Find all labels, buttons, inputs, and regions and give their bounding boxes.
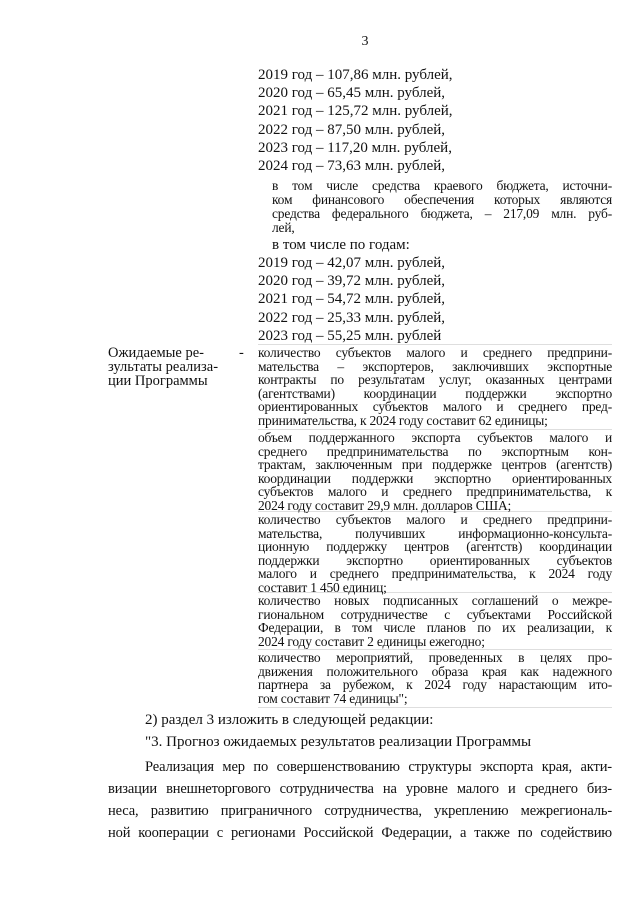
note-line: в том числе средства краевого бюджета, источни- xyxy=(272,178,612,193)
note-line: лей, xyxy=(272,220,295,235)
expected-result-item xyxy=(258,651,612,705)
item-line: (агентствами) координации поддержки экспортно xyxy=(258,385,612,401)
expected-results-label xyxy=(108,346,236,388)
body-paragraph xyxy=(108,756,612,844)
funding-year-line: 2019 год – 107,86 млн. рублей, xyxy=(258,67,453,83)
note-line: средства федерального бюджета, – 217,09 млн. руб- xyxy=(272,206,612,221)
page-number: 3 xyxy=(361,34,369,49)
section-heading: "3. Прогноз ожидаемых результатов реализации Программы xyxy=(145,734,532,750)
funding-year-line: 2023 год – 55,25 млн. рублей xyxy=(258,327,442,344)
item-line: 2024 году составит 2 единицы ежегодно; xyxy=(258,633,485,649)
expected-result-item xyxy=(258,594,612,648)
item-line: мательства, получивших информационно-консульта- xyxy=(258,525,612,541)
funding-years-federal xyxy=(258,254,558,345)
label-line: ции Программы xyxy=(108,373,208,389)
item-line: количество новых подписанных соглашений о межре- xyxy=(258,593,612,608)
expected-result-item xyxy=(258,431,612,512)
item-line: субъектов малого и среднего предпринимательства, к xyxy=(258,484,612,499)
funding-years-total xyxy=(258,66,558,175)
expected-result-item xyxy=(258,513,612,594)
funding-year-line: 2023 год – 117,20 млн. рублей, xyxy=(258,139,452,156)
funding-year-line: 2020 год – 65,45 млн. рублей, xyxy=(258,85,446,102)
item-line: ционную поддержку центров (агентств) координации xyxy=(258,539,612,554)
item-line: ориентированных субъектов малого и среднего пред- xyxy=(258,399,612,414)
body-line: визации внешнеторгового сотрудничества на уровне малого и среднего биз- xyxy=(108,781,612,797)
item-line: движения положительного образа края как надежного xyxy=(258,663,612,679)
funding-year-line: 2022 год – 25,33 млн. рублей, xyxy=(258,309,446,326)
by-years-label: в том числе по годам: xyxy=(272,237,410,253)
funding-year-line: 2024 год – 73,63 млн. рублей, xyxy=(258,158,446,175)
item-line: поддержки экспортно ориентированных субъектов xyxy=(258,552,612,568)
funding-year-line: 2022 год – 87,50 млн. рублей, xyxy=(258,121,446,138)
funding-year-line: 2020 год – 39,72 млн. рублей, xyxy=(258,273,446,290)
item-line: партнера за рубежом, к 2024 году нарастающим ито- xyxy=(258,677,612,692)
body-line: ной кооперации с регионами Российской Федерации, а также по содействию xyxy=(108,825,612,841)
row-divider xyxy=(258,707,612,708)
federal-source-note xyxy=(272,179,612,235)
funding-year-line: 2021 год – 125,72 млн. рублей, xyxy=(258,103,453,120)
item-line: малого и среднего предпринимательства, к 2024 году xyxy=(258,566,612,581)
item-line: гиональном сотрудничестве с субъектами Российской xyxy=(258,606,612,622)
item-line: трактам, заключенным при поддержке центров (агентств) xyxy=(258,457,612,472)
funding-year-line: 2021 год – 54,72 млн. рублей, xyxy=(258,291,446,308)
expected-result-item xyxy=(258,346,612,427)
label-separator: - xyxy=(239,345,244,361)
item-line: мательства – экспортеров, заключивших экспортные xyxy=(258,358,612,374)
section-amendment: 2) раздел 3 изложить в следующей редакции: xyxy=(145,712,434,728)
item-line: количество субъектов малого и среднего предприни- xyxy=(258,512,612,527)
item-line: объем поддержанного экспорта субъектов малого и xyxy=(258,430,612,445)
item-line: количество субъектов малого и среднего предприни- xyxy=(258,345,612,360)
item-line: 2024 году составит 29,9 млн. долларов США; xyxy=(258,497,512,513)
label-line: зультаты реализа- xyxy=(108,359,219,375)
item-line: количество мероприятий, проведенных в целях про- xyxy=(258,650,612,665)
item-line: координации поддержки экспортно ориентированных xyxy=(258,470,612,486)
item-line: гом составит 74 единицы"; xyxy=(258,690,408,706)
body-line: Реализация мер по совершенствованию структуры экспорта края, акти- xyxy=(145,759,612,775)
item-line: составит 1 450 единиц; xyxy=(258,579,387,595)
item-line: среднего предпринимательства по экспортным кон- xyxy=(258,443,612,459)
body-line: неса, развитию приграничного сотрудничества, укреплению межрегиональ- xyxy=(108,803,612,819)
item-line: принимательства, к 2024 году составит 62 единицы; xyxy=(258,412,548,428)
item-line: контракты по результатам услуг, оказанных центрами xyxy=(258,372,612,387)
item-line: Федерации, в том числе планов по их реализации, к xyxy=(258,620,612,635)
label-line: Ожидаемые ре- xyxy=(108,345,204,361)
funding-year-line: 2019 год – 42,07 млн. рублей, xyxy=(258,255,446,271)
note-line: ком финансового обеспечения которых являются xyxy=(272,192,612,207)
